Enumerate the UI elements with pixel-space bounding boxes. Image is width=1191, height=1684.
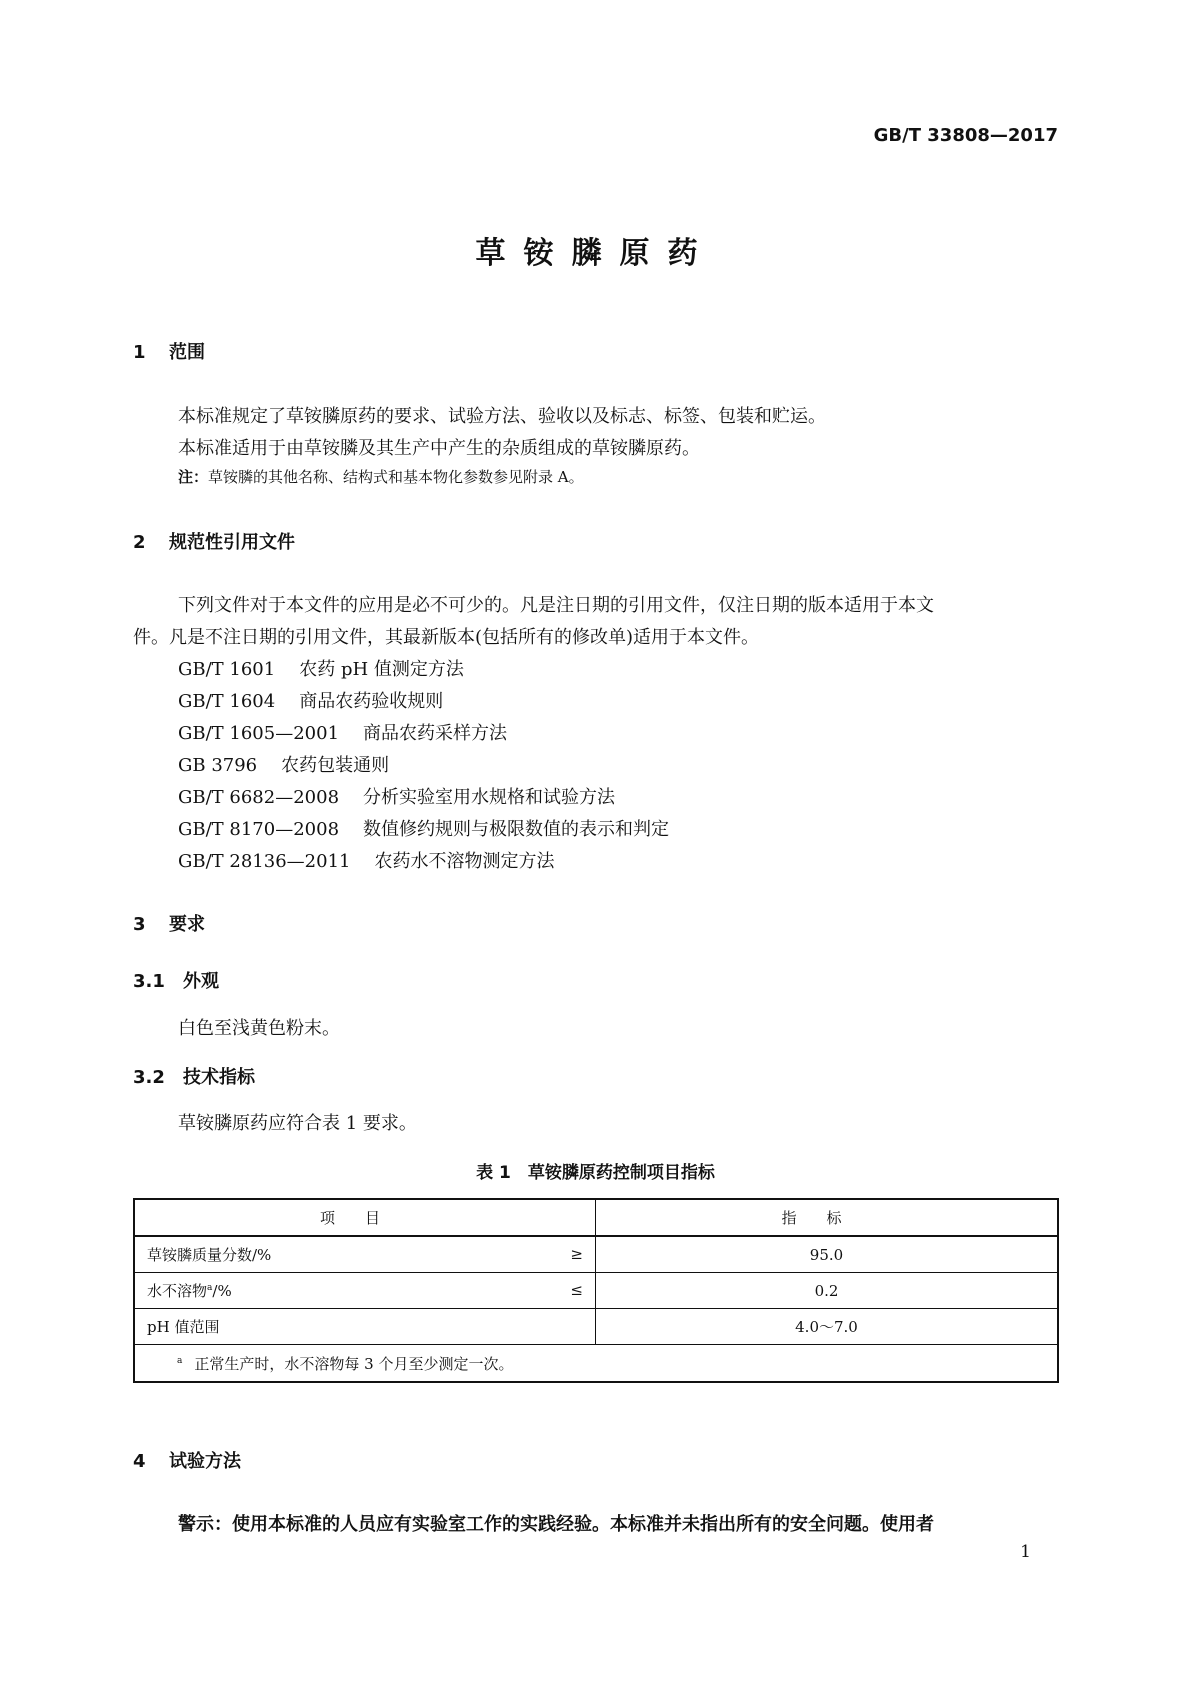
reference-title: 数值修约规则与极限数值的表示和判定 xyxy=(363,819,670,840)
reference-title: 分析实验室用水规格和试验方法 xyxy=(363,787,616,808)
item-unit: /% xyxy=(212,1282,232,1300)
section-2-heading xyxy=(133,528,295,554)
document-title: 草铵膦原药 xyxy=(475,236,716,271)
reference-title: 农药包装通则 xyxy=(281,755,390,776)
table-footnote-row xyxy=(134,1345,1058,1383)
reference-title: 农药水不溶物测定方法 xyxy=(374,851,555,872)
section-number: 3 xyxy=(133,914,146,935)
reference-code: GB/T 6682—2008 xyxy=(178,787,340,808)
table-footnote xyxy=(134,1345,1058,1383)
table-caption: 表 1 草铵膦原药控制项目指标 xyxy=(476,1163,715,1183)
item-cell xyxy=(134,1273,596,1309)
item-cell xyxy=(134,1236,596,1273)
item-label: pH 值范围 xyxy=(147,1318,220,1336)
section-3-2-heading xyxy=(133,1063,255,1089)
section-number: 3.2 xyxy=(133,1067,165,1088)
footnote-ref: a xyxy=(207,1283,213,1293)
value-cell: 95.0 xyxy=(596,1236,1059,1273)
table-row xyxy=(134,1309,1058,1345)
reference-item xyxy=(178,687,443,713)
table-row xyxy=(134,1273,1058,1309)
reference-code: GB/T 1604 xyxy=(178,691,276,712)
standard-code: GB/T 33808—2017 xyxy=(873,125,1058,146)
reference-title: 农药 pH 值测定方法 xyxy=(299,659,464,680)
table-row xyxy=(134,1236,1058,1273)
value-cell: 4.0～7.0 xyxy=(596,1309,1059,1345)
section-number: 4 xyxy=(133,1451,146,1472)
section-number: 3.1 xyxy=(133,971,165,992)
section-1-heading xyxy=(133,338,205,364)
reference-item xyxy=(178,847,554,873)
item-cell xyxy=(134,1309,596,1345)
section-3-heading xyxy=(133,910,205,936)
item-label: 水不溶物 xyxy=(147,1282,208,1300)
footnote-mark: a xyxy=(177,1355,183,1366)
section-4-heading xyxy=(133,1447,241,1473)
section-title: 外观 xyxy=(183,971,219,992)
value-cell: 0.2 xyxy=(596,1273,1059,1309)
comparison-sign: ≥ xyxy=(570,1245,583,1263)
section-title: 技术指标 xyxy=(183,1067,255,1088)
reference-code: GB/T 1605—2001 xyxy=(178,723,340,744)
spec-table xyxy=(133,1198,1059,1383)
section-number: 1 xyxy=(133,342,146,363)
reference-item xyxy=(178,719,507,745)
section-2-paragraph-line-2: 件。凡是不注日期的引用文件，其最新版本(包括所有的修改单)适用于本文件。 xyxy=(133,627,760,648)
section-3-1-text: 白色至浅黄色粉末。 xyxy=(178,1018,340,1039)
reference-code: GB/T 28136—2011 xyxy=(178,851,351,872)
note-label: 注： xyxy=(178,468,209,486)
section-3-1-heading xyxy=(133,967,219,993)
section-1-paragraph-1: 本标准规定了草铵膦原药的要求、试验方法、验收以及标志、标签、包装和贮运。 xyxy=(178,406,826,427)
section-2-paragraph-line-1: 下列文件对于本文件的应用是必不可少的。凡是注日期的引用文件，仅注日期的版本适用于本文 xyxy=(178,595,934,616)
reference-code: GB/T 8170—2008 xyxy=(178,819,340,840)
reference-item xyxy=(178,815,669,841)
item-label: 草铵膦质量分数/% xyxy=(147,1246,272,1264)
section-title: 规范性引用文件 xyxy=(169,532,295,553)
section-title: 要求 xyxy=(169,914,205,935)
column-header-item: 项目 xyxy=(134,1199,596,1236)
table-header-row xyxy=(134,1199,1058,1236)
section-title: 试验方法 xyxy=(169,1451,241,1472)
page-number: 1 xyxy=(1020,1542,1031,1562)
reference-item xyxy=(178,655,464,681)
section-title: 范围 xyxy=(169,342,205,363)
reference-item xyxy=(178,783,615,809)
note-text: 草铵膦的其他名称、结构式和基本物化参数参见附录 A。 xyxy=(208,468,584,486)
reference-title: 商品农药验收规则 xyxy=(299,691,444,712)
section-1-note xyxy=(178,466,584,487)
reference-item xyxy=(178,751,389,777)
reference-code: GB 3796 xyxy=(178,755,258,776)
section-3-2-text: 草铵膦原药应符合表 1 要求。 xyxy=(178,1113,417,1134)
reference-code: GB/T 1601 xyxy=(178,659,276,680)
section-number: 2 xyxy=(133,532,146,553)
comparison-sign: ≤ xyxy=(570,1281,583,1299)
column-header-value: 指标 xyxy=(596,1199,1059,1236)
section-1-paragraph-2: 本标准适用于由草铵膦及其生产中产生的杂质组成的草铵膦原药。 xyxy=(178,438,700,459)
safety-warning: 警示：使用本标准的人员应有实验室工作的实践经验。本标准并未指出所有的安全问题。使用者 xyxy=(178,1514,934,1535)
reference-title: 商品农药采样方法 xyxy=(363,723,508,744)
footnote-text: 正常生产时，水不溶物每 3 个月至少测定一次。 xyxy=(194,1354,514,1373)
